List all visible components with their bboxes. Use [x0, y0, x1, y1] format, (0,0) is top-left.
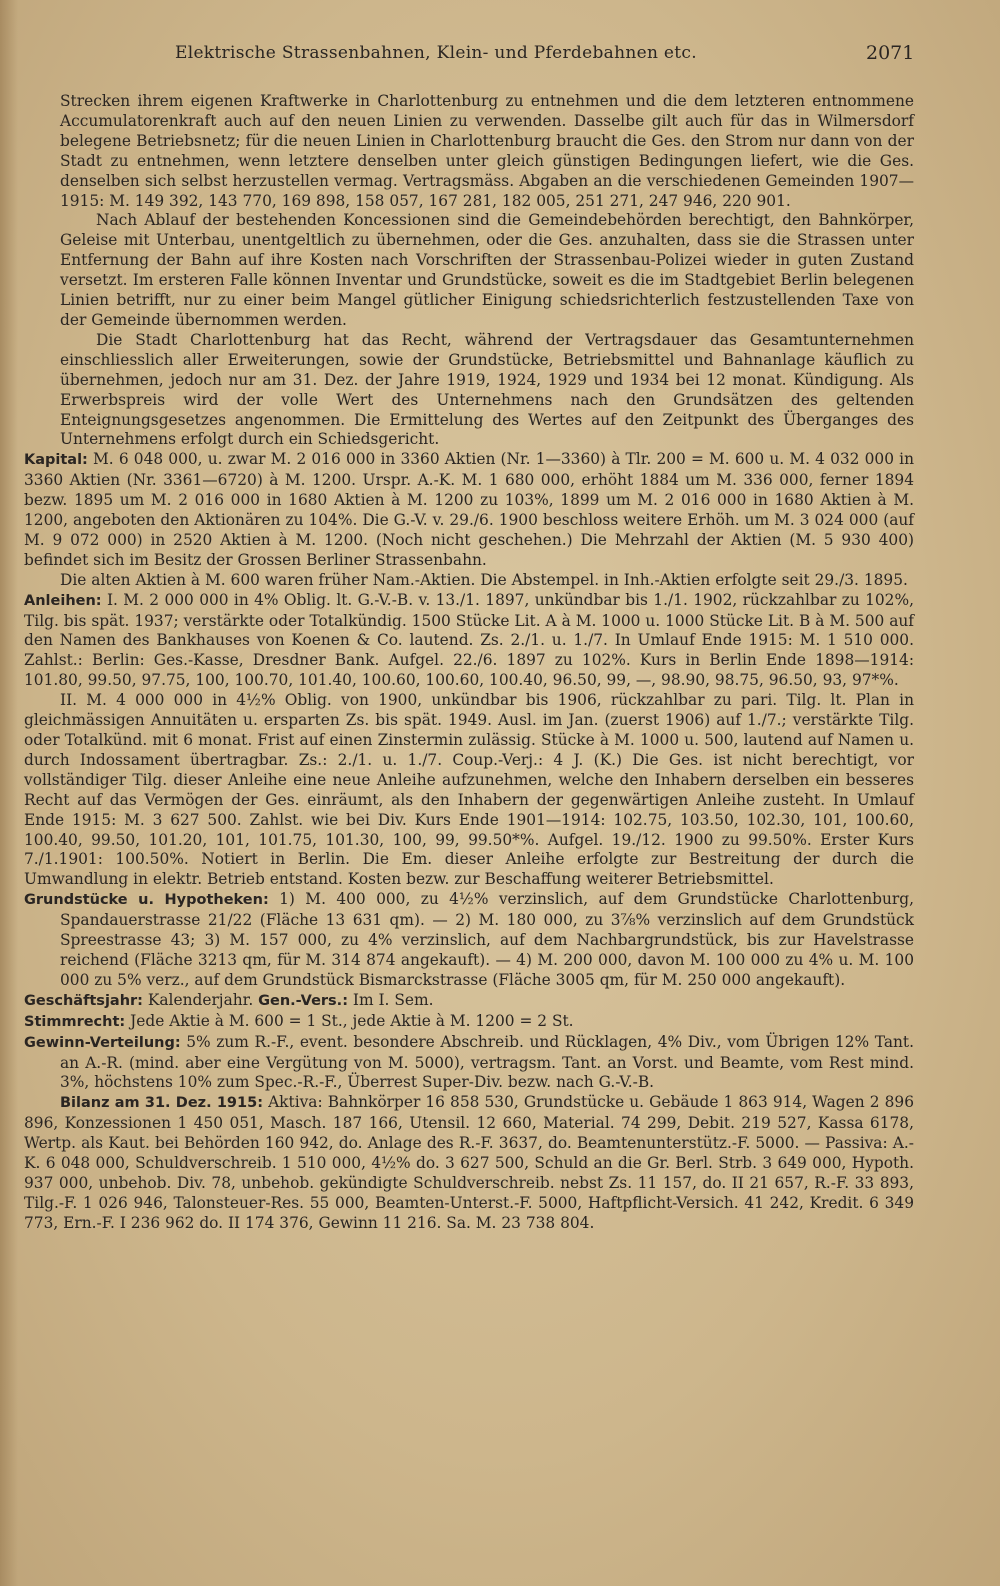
- paragraph-anleihe-ii: II. M. 4 000 000 in 4½% Oblig. von 1900, unkündbar bis 1906, rückzahlbar zu pari. Tilg. lt. Plan in gleichmässigen Annuitäten u. ersparten Zs. bis spät. 1949. Ausl. im Jan. (zuerst 1906) auf 1./7.; verstärkte Tilg. oder Totalkünd. mit 6 monat. Frist auf einen Zinstermin zulässig. Stücke à M. 1000 u. 500, lautend auf Namen u. durch Indossament übertragbar. Zs.: 2./1. u. 1./7. Coup.-Verj.: 4 J. (K.) Die Ges. ist nicht berechtigt, vor vollständiger Tilg. dieser Anleihe eine neue Anleihe aufzunehmen, welche den Inhabern derselben ein besseres Recht auf das Vermögen der Ges. einräumt, als den Inhabern der gegenwärtigen Anleihe zusteht. In Umlauf Ende 1915: M. 3 627 500. Zahlst. wie bei Div. Kurs Ende 1901—1914: 102.75, 103.50, 102.30, 101, 100.60, 100.40, 99.50, 101.20, 101, 101.75, 101.30, 100, 99, 99.50*%. Aufgel. 19./12. 1900 zu 99.50%. Erster Kurs 7./1.1901: 100.50%. Notiert in Berlin. Die Em. dieser Anleihe erfolgte zur Bestreitung der durch die Umwandlung in elektr. Betrieb entstand. Kosten bezw. zur Beschaffung weiterer Betriebsmittel.: [24, 691, 914, 889]
- bilanz-text: Aktiva: Bahnkörper 16 858 530, Grundstücke u. Gebäude 1 863 914, Wagen 2 896 896, Konzessionen 1 450 051, Masch. 187 166, Utensil. 12 660, Material. 74 299, Debit. 219 527, Kassa 6178, Wertp. als Kaut. bei Behörden 160 942, do. Anlage des R.-F. 3637, do. Beamtenunterstütz.-F. 5000. — Passiva: A.-K. 6 048 000, Schuldverschreib. 1 510 000, 4½% do. 3 627 500, Schuld an die Gr. Berl. Strb. 3 649 000, Hypoth. 937 000, unbehob. Div. 78, unbehob. gekündigte Schuldverschreib. nebst Zs. 11 157, do. II 21 657, R.-F. 33 893, Tilg.-F. 1 026 946, Talonsteuer-Res. 55 000, Beamten-Unterst.-F. 5000, Haftpflicht-Versich. 41 242, Kredit. 6 349 773, Ern.-F. I 236 962 do. II 174 376, Gewinn 11 216. Sa. M. 23 738 804.: [24, 1093, 914, 1232]
- paragraph-koncessionen: Nach Ablauf der bestehenden Koncessionen sind die Gemeindebehörden berechtigt, den Bahnkörper, Geleise mit Unterbau, unentgeltlich zu übernehmen, oder die Ges. anzuhalten, dass sie die Strassen unter Entfernung der Bahn auf ihre Kosten nach Vorschriften der Strassenbau-Polizei wieder in guten Zustand versetzt. Im ersteren Falle können Inventar und Grundstücke, soweit es die im Stadtgebiet Berlin belegenen Linien betrifft, nur zu einer beim Mangel gütlicher Einigung schiedsrichterlich festzustellenden Taxe von der Gemeinde übernommen werden.: [60, 211, 914, 329]
- section-stimmrecht: [24, 1012, 914, 1033]
- section-label-gewinn-verteilung: Gewinn-Verteilung:: [24, 1034, 181, 1051]
- page-number: 2071: [866, 42, 915, 64]
- gen-vers-text: Im I. Sem.: [348, 990, 434, 1009]
- paragraph-strecken: Strecken ihrem eigenen Kraftwerke in Charlottenburg zu entnehmen und die dem letzteren entnommene Accumulatorenkraft auch auf den neuen Linien zu verwenden. Dasselbe gilt auch für das in Wilmersdorf belegene Betriebsnetz; für die neuen Linien in Charlottenburg braucht die Ges. den Strom nur dann von der Stadt zu entnehmen, wenn letztere denselben unter gleich günstigen Bedingungen liefert, wie die Ges. denselben sich selbst herzustellen vermag. Vertragsmäss. Abgaben an die verschiedenen Gemeinden 1907—1915: M. 149 392, 143 770, 169 898, 158 057, 167 281, 182 005, 251 271, 247 946, 220 901.: [60, 92, 914, 210]
- page-edge-shadow: [0, 0, 18, 1586]
- gewinn-verteilung-text: 5% zum R.-F., event. besondere Abschreib. und Rücklagen, 4% Div., vom Übrigen 12% Tant. an A.-R. (mind. aber eine Vergütung von M. 5000), vertragsm. Tant. an Vorst. und Beamte, vom Rest mind. 3%, höchstens 10% zum Spec.-R.-F., Überrest Super-Div. bezw. nach G.-V.-B.: [60, 1032, 914, 1092]
- running-head: Elektrische Strassenbahnen, Klein- und Pferdebahnen etc.: [175, 43, 697, 63]
- section-label-gen-vers: Gen.-Vers.:: [258, 992, 348, 1009]
- page-header: [0, 44, 1000, 68]
- geschaeftsjahr-text: Kalenderjahr.: [142, 990, 259, 1009]
- section-label-grundstuecke: Grundstücke u. Hypotheken:: [24, 892, 269, 909]
- kapital-text: M. 6 048 000, u. zwar M. 2 016 000 in 3360 Aktien (Nr. 1—3360) à Tlr. 200 = M. 600 u. M. 4 032 000 in 3360 Aktien (Nr. 3361—6720) à M. 1200. Urspr. A.-K. M. 1 680 000, erhöht 1884 um M. 336 000, ferner 1894 bezw. 1895 um M. 2 016 000 in 1680 Aktien à M. 1200 zu 103%, 1899 um M. 2 016 000 in 1680 Aktien à M. 1200, angeboten den Aktionären zu 104%. Die G.-V. v. 29./6. 1900 beschloss weitere Erhöh. um M. 3 024 000 (auf M. 9 072 000) in 2520 Aktien à M. 1200. (Noch nicht geschehen.) Die Mehrzahl der Aktien (M. 5 930 400) befindet sich im Besitz der Grossen Berliner Strassenbahn.: [24, 450, 914, 569]
- stimmrecht-text: Jede Aktie à M. 600 = 1 St., jede Aktie à M. 1200 = 2 St.: [125, 1011, 574, 1030]
- section-bilanz: [24, 1093, 914, 1233]
- grundstuecke-text: 1) M. 400 000, zu 4½% verzinslich, auf dem Grundstücke Charlottenburg, Spandauerstrasse 21/22 (Fläche 13 631 qm). — 2) M. 180 000, zu 3⅞% verzinslich auf dem Grundstück Spreestrasse 43; 3) M. 157 000, zu 4% verzinslich, auf dem Nachbargrundstück, bis zur Havelstrasse reichend (Fläche 3213 qm, für M. 314 874 angekauft). — 4) M. 200 000, davon M. 100 000 zu 4% u. M. 100 000 zu 5% verz., auf dem Grundstück Bismarckstrasse (Fläche 3005 qm, für M. 250 000 angekauft).: [60, 890, 914, 989]
- paragraph-charlottenburg-recht: Die Stadt Charlottenburg hat das Recht, während der Vertragsdauer das Gesamtunternehmen einschliesslich aller Erweiterungen, sowie der Grundstücke, Betriebsmittel und Bahnanlage käuflich zu übernehmen, jedoch nur am 31. Dez. der Jahre 1919, 1924, 1929 und 1934 bei 12 monat. Kündigung. Als Erwerbspreis wird der volle Wert des Unternehmens nach den Grundsätzen des geltenden Enteignungsgesetzes angenommen. Die Ermittelung des Wertes auf den Zeitpunkt des Überganges des Unternehmens erfolgt durch ein Schiedsgericht.: [60, 330, 914, 449]
- section-gewinn-verteilung: [24, 1033, 914, 1094]
- page-body: [24, 92, 914, 1234]
- section-anleihen: [24, 591, 914, 692]
- section-label-stimmrecht: Stimmrecht:: [24, 1013, 126, 1030]
- paragraph-alte-aktien: Die alten Aktien à M. 600 waren früher Nam.-Aktien. Die Abstempel. in Inh.-Aktien erfolgte seit 29./3. 1895.: [60, 570, 908, 589]
- section-label-kapital: Kapital:: [24, 452, 88, 469]
- section-geschaeftsjahr: [24, 991, 914, 1012]
- section-label-geschaeftsjahr: Geschäftsjahr:: [24, 992, 143, 1009]
- section-label-anleihen: Anleihen:: [24, 592, 102, 609]
- section-label-bilanz: Bilanz am 31. Dez. 1915:: [60, 1095, 263, 1112]
- anleihen-text: I. M. 2 000 000 in 4% Oblig. lt. G.-V.-B. v. 13./1. 1897, unkündbar bis 1./1. 1902, rückzahlbar zu 102%, Tilg. bis spät. 1937; verstärkte oder Totalkündig. 1500 Stücke Lit. A à M. 1000 u. 1000 Stücke Lit. B à M. 500 auf den Namen des Bankhauses von Koenen & Co. lautend. Zs. 2./1. u. 1./7. In Umlauf Ende 1915: M. 1 510 000. Zahlst.: Berlin: Ges.-Kasse, Dresdner Bank. Aufgel. 22./6. 1897 zu 102%. Kurs in Berlin Ende 1898—1914: 101.80, 99.50, 97.75, 100, 100.70, 101.40, 100.60, 100.60, 100.40, 96.50, 99, —, 98.90, 98.75, 96.50, 93, 97*%.: [24, 590, 914, 690]
- section-grundstuecke: [24, 890, 914, 991]
- section-kapital: [24, 450, 914, 570]
